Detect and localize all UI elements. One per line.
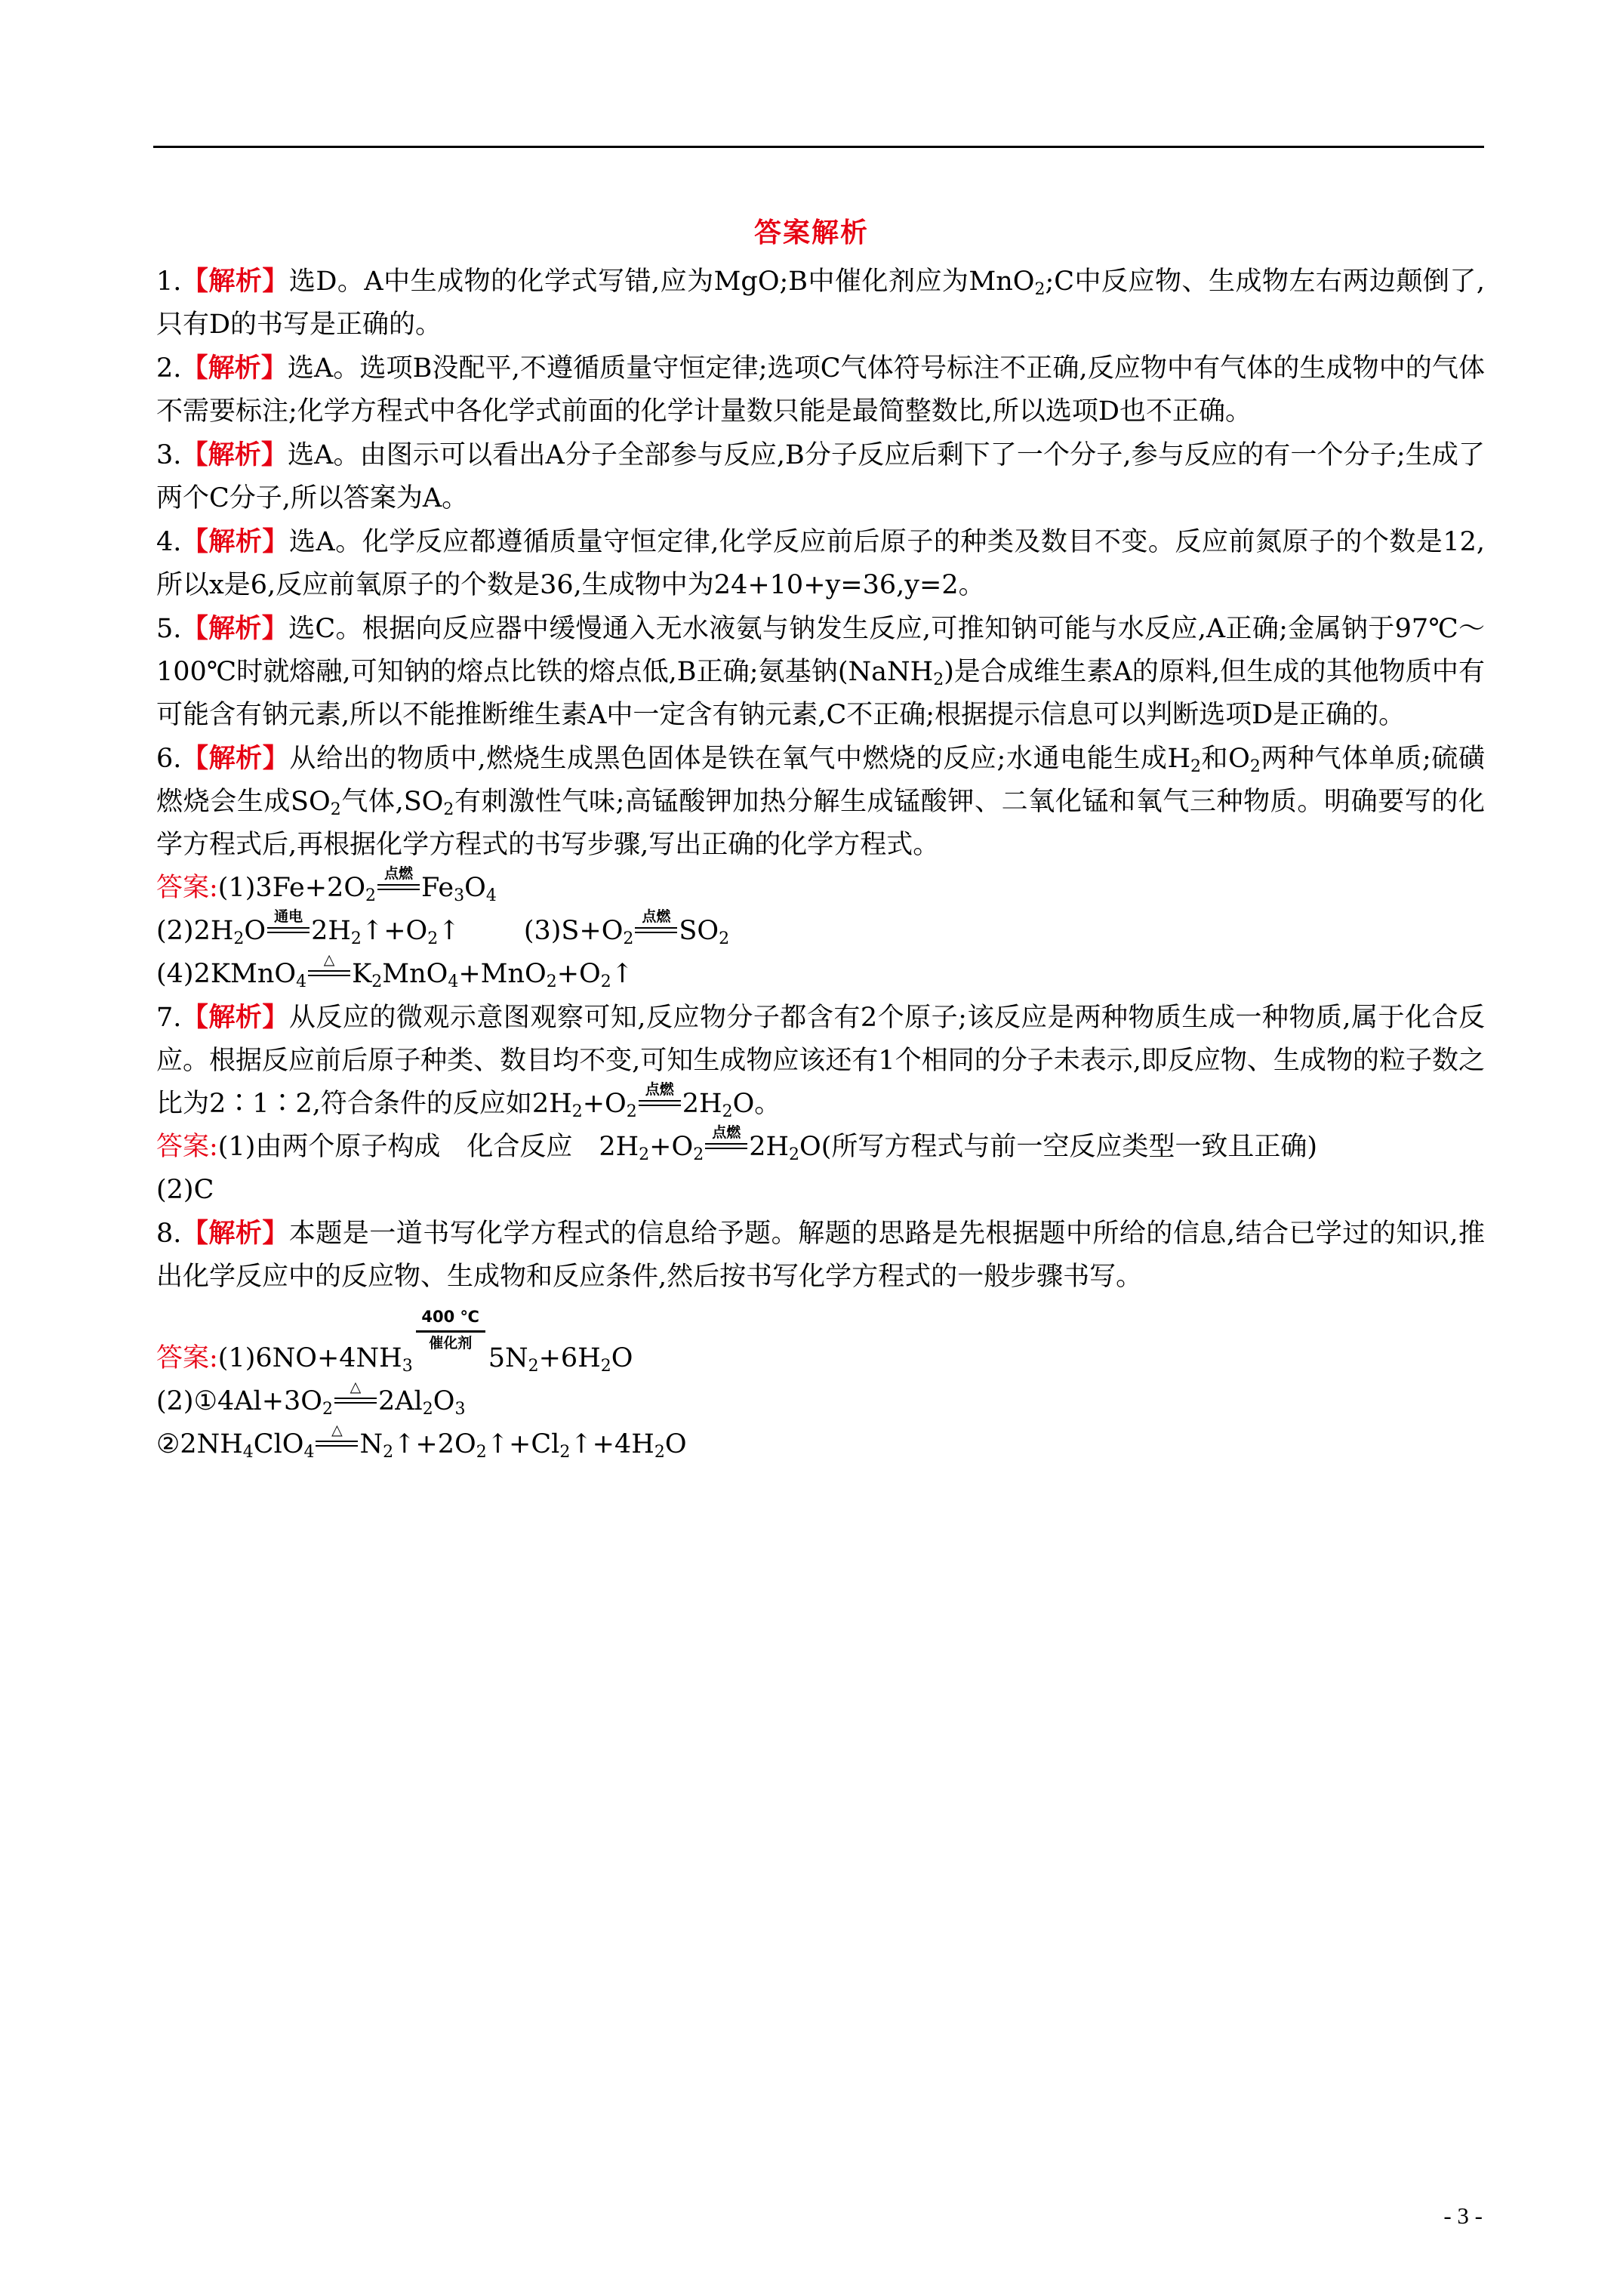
equation-text: (3)S+O (523, 916, 624, 946)
answer-6-equation-4 (156, 953, 1485, 996)
equation-text: 2H (749, 1132, 789, 1162)
answer-4 (156, 520, 1485, 607)
subscript: 2 (639, 1145, 650, 1164)
equation-text: 2H (311, 916, 351, 946)
analysis-tag: 【解析】 (181, 613, 289, 644)
answer-text: 本题是一道书写化学方程式的信息给予题。解题的思路是先根据题中所给的信息,结合已学过的知识,推出化学反应中的反应物、生成物和反应条件,然后按书写化学方程式的一般步骤书写。 (156, 1219, 1485, 1292)
subscript: 2 (371, 972, 383, 991)
subscript: 2 (330, 800, 341, 819)
equation-text: O (611, 1343, 633, 1373)
answer-text: 从给出的物质中,燃烧生成黑色固体是铁在氧气中燃烧的反应;水通电能生成H (289, 744, 1190, 774)
reaction-condition (377, 865, 420, 899)
analysis-tag: 【解析】 (181, 1002, 289, 1033)
subscript: 3 (454, 886, 465, 905)
equals-line (267, 927, 310, 929)
subscript: 2 (600, 972, 611, 991)
equals-line (705, 1143, 747, 1145)
subscript: 2 (722, 1102, 733, 1121)
condition-text: △ (350, 1379, 362, 1395)
condition-catalyst: 催化剂 (429, 1335, 473, 1351)
answer-text: 有刺激性气味;高锰酸钾加热分解生成锰酸钾、二氧化锰和氧气三种物质。明确要写的化学方程式后,再根据化学方程式的书写步骤,写出正确的化学方程式。 (156, 787, 1486, 860)
equation-text: (2)C (156, 1175, 214, 1205)
condition-text: 点燃 (384, 865, 414, 882)
subscript: 4 (242, 1443, 254, 1462)
answer-text: )是合成维生素A的原料,但生成的其他物质中有可能含有钠元素,所以不能推断维生素A中一定含有钠元素,C不正确;根据提示信息可以判断选项D是正确的。 (156, 657, 1485, 730)
equation-text: O (244, 916, 266, 946)
equals-line (267, 932, 310, 933)
equation-text: +MnO (458, 959, 547, 989)
answer-text: 和O (1200, 744, 1250, 774)
answer-3 (156, 433, 1485, 520)
condition-text: 点燃 (645, 1081, 674, 1098)
answer-7 (156, 996, 1485, 1126)
answer-text: +O (582, 1089, 627, 1119)
answer-6-equation-1 (156, 867, 1485, 910)
equation-text: ②2NH (156, 1429, 243, 1459)
equation-text: Fe (421, 873, 454, 903)
equation-text: (2)①4Al+3O (156, 1386, 322, 1416)
equals-line (377, 889, 420, 890)
answer-text: 选A。选项B没配平,不遵循质量守恒定律;选项C气体符号标注不正确,反应物中有气体的生成物中的气体不需要标注;化学方程式中各化学式前面的化学计量数只能是最简整数比,所以选项D也不正确。 (156, 353, 1485, 427)
equation-text: ↑+2O (393, 1429, 476, 1459)
subscript: 2 (623, 929, 634, 948)
answer-label: 答案: (156, 873, 218, 903)
subscript: 2 (443, 800, 454, 819)
analysis-tag: 【解析】 (181, 526, 289, 557)
subscript: 2 (559, 1443, 571, 1462)
subscript: 2 (626, 1102, 637, 1121)
subscript: 2 (322, 1400, 333, 1419)
subscript: 4 (296, 972, 307, 991)
subscript: 2 (789, 1145, 799, 1164)
equals-line (377, 884, 420, 886)
answer-label: 答案: (156, 1132, 218, 1162)
answer-text: ;C中反应物、生成物左右两边颠倒了,只有D的书写是正确的。 (156, 267, 1485, 340)
subscript: 2 (365, 886, 377, 905)
equation-text: ↑ (611, 959, 634, 989)
equation-text: 2Al (377, 1386, 423, 1416)
equation-text: (1)由两个原子构成 化合反应 2H (217, 1132, 639, 1162)
reaction-condition (635, 908, 677, 942)
equation-text: (4)2KMnO (156, 959, 297, 989)
equation-text: ↑+Cl (486, 1429, 560, 1459)
equals-line (705, 1148, 747, 1149)
equation-text: +O (556, 959, 601, 989)
equation-text: K (352, 959, 372, 989)
equals-line (334, 1402, 377, 1404)
equals-line (316, 1441, 358, 1442)
subscript: 2 (571, 1102, 583, 1121)
analysis-tag: 【解析】 (181, 353, 288, 384)
answer-label: 答案: (156, 1343, 218, 1373)
answer-text: 选A。由图示可以看出A分子全部参与反应,B分子反应后剩下了一个分子,参与反应的有一个分子;生成了两个C分子,所以答案为A。 (156, 440, 1485, 513)
answer-7-part-2 (156, 1169, 1485, 1212)
equation-text: ↑+4H (570, 1429, 654, 1459)
condition-text: 点燃 (642, 908, 671, 925)
subscript: 2 (546, 972, 557, 991)
answer-1 (156, 260, 1485, 347)
subscript: 2 (719, 929, 730, 948)
answer-text: 选C。根据向反应器中缓慢通入无水液氨与钠发生反应,可推知钠可能与水反应,A正确;金属钠于97℃～100℃时就熔融,可知钠的熔点比铁的熔点低,B正确;氨基钠(NaNH (156, 614, 1485, 687)
subscript: 2 (233, 929, 245, 948)
analysis-tag: 【解析】 (181, 439, 288, 470)
subscript: 2 (1034, 280, 1046, 299)
subscript: 2 (422, 1400, 433, 1419)
subscript: 3 (454, 1400, 466, 1419)
equation-text: N (359, 1429, 383, 1459)
answer-text: O。 (732, 1089, 781, 1119)
equation-text: MnO (382, 959, 448, 989)
page-title: 答案解析 (753, 217, 869, 248)
equals-line (635, 927, 677, 929)
subscript: 4 (303, 1443, 315, 1462)
subscript: 2 (427, 929, 439, 948)
answer-6-equation-2 (156, 910, 1485, 953)
reaction-condition (416, 1308, 485, 1361)
analysis-tag: 【解析】 (181, 743, 290, 774)
condition-text: 点燃 (712, 1124, 741, 1141)
equals-line (639, 1100, 681, 1102)
equals-line (308, 970, 350, 972)
subscript: 2 (350, 929, 362, 948)
equation-text: +6H (538, 1343, 601, 1373)
subscript: 2 (1249, 757, 1261, 776)
answer-8-equation-1 (156, 1308, 1485, 1380)
header-rule (153, 146, 1484, 148)
answer-text: 选A。化学反应都遵循质量守恒定律,化学反应前后原子的种类及数目不变。反应前氮原子的个数是12,所以x是6,反应前氧原子的个数是36,生成物中为24+10+y=36,y=2。 (156, 527, 1485, 600)
reaction-condition (639, 1081, 681, 1115)
subscript: 2 (654, 1443, 665, 1462)
subscript: 2 (1190, 757, 1201, 776)
answer-text: 从反应的微观示意图观察可知,反应物分子都含有2个原子;该反应是两种物质生成一种物质,属于化合反应。根据反应前后原子种类、数目均不变,可知生成物应该还有1个相同的分子未表示,即反应物、生成物的粒子数之比为2∶1∶2,符合条件的反应如2H (156, 1003, 1485, 1119)
item-number: 1. (156, 267, 182, 297)
equals-line (316, 1445, 358, 1447)
item-number: 8. (156, 1219, 182, 1249)
page-number: - 3 - (1443, 2202, 1483, 2229)
answer-text: 选D。A中生成物的化学式写错,应为MgO;B中催化剂应为MnO (288, 267, 1035, 297)
reaction-condition (316, 1422, 358, 1456)
subscript: 2 (383, 1443, 394, 1462)
subscript: 2 (933, 670, 944, 689)
subscript: 4 (448, 972, 459, 991)
equals-line (308, 975, 350, 976)
answer-8 (156, 1212, 1485, 1299)
equation-text: +O (649, 1132, 694, 1162)
subscript: 4 (485, 886, 497, 905)
equals-line (334, 1398, 377, 1399)
answer-text: 2H (682, 1089, 722, 1119)
equation-text: ↑+O (361, 916, 428, 946)
analysis-tag: 【解析】 (181, 1218, 289, 1249)
equals-line (635, 932, 677, 933)
answer-8-equation-2 (156, 1380, 1485, 1423)
reaction-condition (308, 951, 350, 985)
equation-text: SO (679, 916, 719, 946)
answer-text: 气体,SO (340, 787, 444, 817)
equation-text: (1)3Fe+2O (217, 873, 366, 903)
equation-text: O(所写方程式与前一空反应类型一致且正确) (799, 1132, 1318, 1162)
answer-7-part-1 (156, 1126, 1485, 1169)
analysis-tag: 【解析】 (181, 266, 289, 297)
condition-text: 通电 (274, 908, 303, 925)
condition-temperature: 400 ℃ (421, 1308, 479, 1326)
condition-text: △ (323, 951, 335, 968)
equation-text: 5N (488, 1343, 528, 1373)
subscript: 2 (476, 1443, 487, 1462)
item-number: 2. (156, 353, 182, 384)
answer-content (156, 260, 1485, 1466)
item-number: 4. (156, 527, 182, 557)
reaction-condition (267, 908, 310, 942)
answer-6 (156, 737, 1485, 867)
answer-text: 两种气体单质;硫磺燃烧会生成SO (156, 744, 1485, 817)
subscript: 2 (528, 1357, 539, 1376)
equation-text: ClO (253, 1429, 304, 1459)
equation-text: (1)6NO+4NH (217, 1343, 402, 1373)
answer-8-equation-3 (156, 1423, 1485, 1466)
reaction-condition (334, 1379, 377, 1413)
subscript: 2 (693, 1145, 704, 1164)
answer-2 (156, 347, 1485, 433)
equals-line (639, 1105, 681, 1106)
item-number: 5. (156, 614, 182, 644)
reaction-condition (705, 1124, 747, 1158)
subscript: 3 (402, 1357, 413, 1376)
condition-text: △ (331, 1422, 343, 1438)
item-number: 6. (156, 744, 182, 774)
equation-text: ↑ (438, 916, 460, 946)
reaction-line (416, 1330, 485, 1333)
subscript: 2 (600, 1357, 611, 1376)
item-number: 3. (156, 440, 182, 470)
equation-text: (2)2H (156, 916, 234, 946)
equation-text: O (664, 1429, 687, 1459)
answer-5 (156, 607, 1485, 737)
equation-text: O (433, 1386, 455, 1416)
equation-text: O (464, 873, 486, 903)
item-number: 7. (156, 1003, 182, 1033)
